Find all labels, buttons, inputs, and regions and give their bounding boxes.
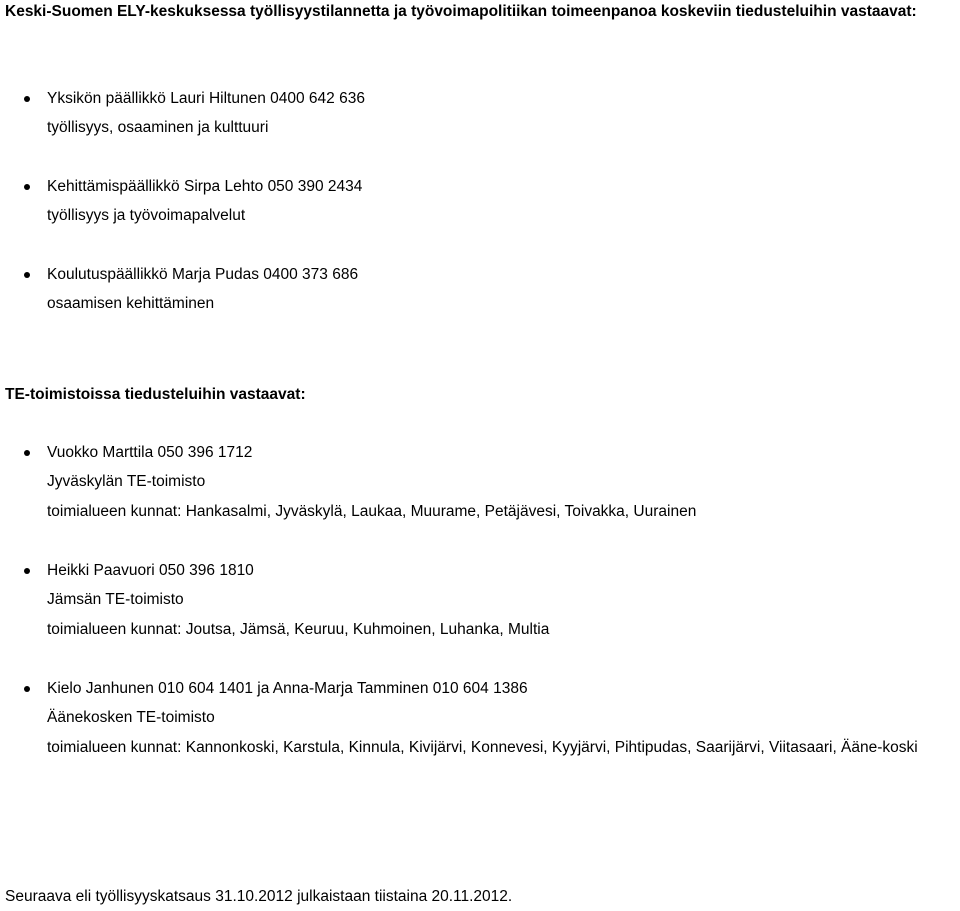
te-municipalities: toimialueen kunnat: Joutsa, Jämsä, Keuruu, Kuhmoinen, Luhanka, Multia [47,621,550,638]
next-review-note: Seuraava eli työllisyyskatsaus 31.10.2012 julkaistaan tiistaina 20.11.2012. [5,888,513,905]
te-contacts-heading: TE-toimistoissa tiedusteluihin vastaavat: [5,386,306,403]
te-municipalities: toimialueen kunnat: Hankasalmi, Jyväskylä, Laukaa, Muurame, Petäjävesi, Toivakka, Uurainen [47,503,697,520]
te-office: Jämsän TE-toimisto [47,591,184,608]
bullet-icon [24,686,30,692]
bullet-icon [24,450,30,456]
te-municipalities: toimialueen kunnat: Kannonkoski, Karstula, Kinnula, Kivijärvi, Konnevesi, Kyyjärvi, Pihtipudas, Saarijärvi, Viitasaari, Ääne-koski [47,739,918,756]
te-contact-name-phone: Vuokko Marttila 050 396 1712 [47,444,253,461]
ely-contact-area: työllisyys, osaaminen ja kulttuuri [47,119,269,136]
bullet-icon [24,96,30,102]
bullet-icon [24,184,30,190]
ely-contact-name-phone: Kehittämispäällikkö Sirpa Lehto 050 390 2434 [47,178,363,195]
ely-contact-name-phone: Koulutuspäällikkö Marja Pudas 0400 373 686 [47,266,359,283]
te-contact-name-phone: Heikki Paavuori 050 396 1810 [47,562,254,579]
bullet-icon [24,568,30,574]
te-office: Äänekosken TE-toimisto [47,709,215,726]
ely-contact-area: osaamisen kehittäminen [47,295,215,312]
bullet-icon [24,272,30,278]
ely-contact-name-phone: Yksikön päällikkö Lauri Hiltunen 0400 642 636 [47,90,365,107]
te-office: Jyväskylän TE-toimisto [47,473,206,490]
te-contact-name-phone: Kielo Janhunen 010 604 1401 ja Anna-Marja Tamminen 010 604 1386 [47,680,528,697]
ely-contacts-heading: Keski-Suomen ELY-keskuksessa työllisyystilannetta ja työvoimapolitiikan toimeenpanoa koskeviin tiedusteluihin vastaavat: [5,3,917,20]
ely-contact-area: työllisyys ja työvoimapalvelut [47,207,246,224]
